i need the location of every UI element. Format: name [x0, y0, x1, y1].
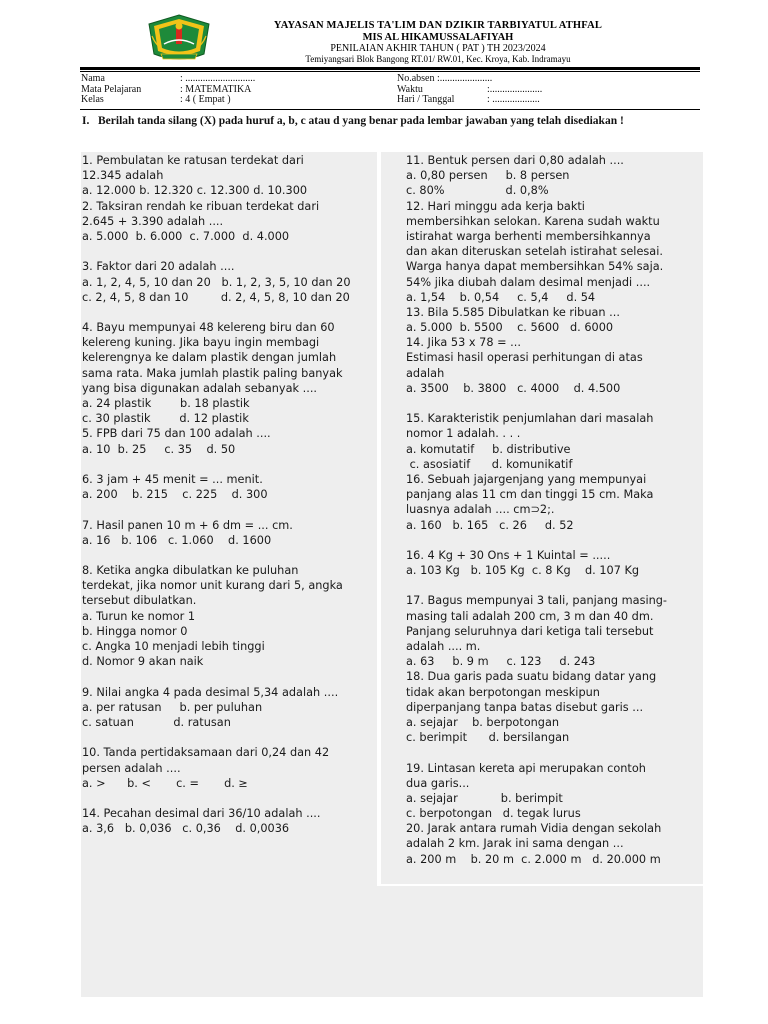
- question-line: a. 63 b. 9 m c. 123 d. 243: [406, 655, 596, 669]
- question-line: membersihkan selokan. Karena sudah waktu: [406, 214, 660, 228]
- hari-label: Hari / Tanggal: [397, 94, 455, 105]
- question-line: diperpanjang tanpa batas disebut garis ...: [406, 700, 644, 714]
- column-separator: [377, 152, 381, 884]
- waktu-field[interactable]: :.....................: [487, 83, 543, 95]
- question-line: 14. Jika 53 x 78 = ...: [406, 336, 521, 350]
- question-line: 13. Bila 5.585 Dibulatkan ke ribuan ...: [406, 305, 620, 319]
- question-line: c. 80% d. 0,8%: [406, 184, 549, 198]
- question-line: 17. Bagus mempunyai 3 tali, panjang masing-: [406, 594, 668, 608]
- foundation-name: YAYASAN MAJELIS TA'LIM DAN DZIKIR TARBIYATUL ATHFAL: [273, 20, 603, 31]
- question-line: a. 5.000 b. 6.000 c. 7.000 d. 4.000: [82, 229, 290, 243]
- question-line: a. 12.000 b. 12.320 c. 12.300 d. 10.300: [82, 184, 308, 198]
- question-line: 7. Hasil panen 10 m + 6 dm = ... cm.: [82, 518, 293, 532]
- question-line: a. 3500 b. 3800 c. 4000 d. 4.500: [406, 381, 621, 395]
- nama-label: Nama: [81, 73, 105, 84]
- blank-line: [82, 502, 376, 517]
- question-line: a. 24 plastik b. 18 plastik: [82, 397, 250, 410]
- question-line: 12. Hari minggu ada kerja bakti: [406, 199, 585, 213]
- questions-left-column: [82, 153, 376, 836]
- question-line: a. 160 b. 165 c. 26 d. 52: [406, 518, 574, 532]
- question-line: a. sejajar b. berimpit: [406, 791, 563, 805]
- question-line: 8. Ketika angka dibulatkan ke puluhan: [82, 564, 299, 578]
- question-line: a. > b. < c. = d. ≥: [82, 776, 248, 790]
- question-line: a. 0,80 persen b. 8 persen: [406, 169, 570, 183]
- question-line: masing tali adalah 200 cm, 3 m dan 40 dm.: [406, 609, 654, 623]
- question-line: a. sejajar b. berpotongan: [406, 715, 560, 729]
- question-line: adalah .... m.: [406, 640, 481, 653]
- school-address: Temiyangsari Blok Bangong RT.01/ RW.01, Kec. Kroya, Kab. Indramayu: [305, 54, 571, 64]
- question-line: terdekat, jika nomor unit kurang dari 5, angka: [82, 579, 343, 593]
- question-line: c. satuan d. ratusan: [82, 715, 231, 729]
- question-line: 2. Taksiran rendah ke ribuan terdekat dari: [82, 199, 320, 213]
- question-line: 16. 4 Kg + 30 Ons + 1 Kuintal = .....: [406, 548, 611, 562]
- question-line: 20. Jarak antara rumah Vidia dengan sekolah: [406, 822, 662, 836]
- question-line: 54% jika diubah dalam desimal menjadi ....: [406, 275, 651, 289]
- question-line: a. 1, 2, 4, 5, 10 dan 20 b. 1, 2, 3, 5, 10 dan 20: [82, 275, 351, 289]
- question-line: c. 30 plastik d. 12 plastik: [82, 412, 249, 426]
- question-line: adalah: [406, 366, 445, 380]
- question-line: c. berimpit d. bersilangan: [406, 731, 570, 745]
- mapel-value: : MATEMATIKA: [180, 83, 252, 95]
- blank-line: [406, 533, 702, 548]
- kelas-value: : 4 ( Empat ): [180, 94, 231, 105]
- question-line: kelereng kuning. Jika bayu ingin membagi: [82, 336, 320, 350]
- question-line: Panjang seluruhnya dari ketiga tali tersebut: [406, 624, 654, 638]
- question-line: a. komutatif b. distributive: [406, 442, 571, 456]
- header-divider-thick: [80, 67, 700, 70]
- question-line: nomor 1 adalah. . . .: [406, 427, 521, 441]
- question-line: a. 16 b. 106 c. 1.060 d. 1600: [82, 533, 272, 547]
- question-line: a. 3,6 b. 0,036 c. 0,36 d. 0,0036: [82, 822, 290, 836]
- question-line: 2.645 + 3.390 adalah ....: [82, 214, 224, 228]
- question-line: Warga hanya dapat membersihkan 54% saja.: [406, 260, 664, 274]
- question-line: persen adalah ....: [82, 761, 181, 775]
- blank-line: [406, 745, 702, 760]
- question-line: a. 200 b. 215 c. 225 d. 300: [82, 488, 268, 502]
- blank-line: [82, 669, 376, 684]
- blank-line: [82, 548, 376, 563]
- question-line: a. 1,54 b. 0,54 c. 5,4 d. 54: [406, 290, 596, 304]
- question-line: 6. 3 jam + 45 menit = ... menit.: [82, 472, 263, 486]
- column-end-line: [377, 884, 703, 886]
- question-line: 15. Karakteristik penjumlahan dari masalah: [406, 412, 654, 426]
- identity-divider: [80, 109, 700, 110]
- exam-title: PENILAIAN AKHIR TAHUN ( PAT ) TH 2023/2024: [330, 43, 546, 54]
- blank-line: [82, 457, 376, 472]
- question-line: d. Nomor 9 akan naik: [82, 655, 204, 669]
- question-line: 11. Bentuk persen dari 0,80 adalah ....: [406, 154, 624, 167]
- blank-line: [82, 730, 376, 745]
- blank-line: [82, 244, 376, 259]
- blank-line: [82, 305, 376, 320]
- hari-field[interactable]: : ...................: [487, 94, 540, 105]
- school-logo: [146, 14, 212, 64]
- noabsen-field[interactable]: No.absen :.....................: [397, 73, 493, 84]
- instruction: [82, 115, 702, 128]
- question-line: Estimasi hasil operasi perhitungan di atas: [406, 351, 643, 365]
- question-line: 9. Nilai angka 4 pada desimal 5,34 adalah ....: [82, 685, 339, 699]
- mapel-label: Mata Pelajaran: [81, 83, 142, 95]
- question-line: 4. Bayu mempunyai 48 kelereng biru dan 60: [82, 321, 335, 335]
- instruction-number: I.: [82, 115, 90, 127]
- blank-line: [82, 791, 376, 806]
- question-line: c. berpotongan d. tegak lurus: [406, 807, 581, 821]
- question-line: 12.345 adalah: [82, 169, 164, 183]
- question-line: panjang alas 11 cm dan tinggi 15 cm. Maka: [406, 488, 654, 502]
- question-line: c. asosiatif d. komunikatif: [406, 457, 573, 471]
- questions-right-column: [406, 153, 702, 867]
- question-line: 5. FPB dari 75 dan 100 adalah ....: [82, 427, 271, 441]
- question-line: adalah 2 km. Jarak ini sama dengan ...: [406, 837, 624, 851]
- question-line: kelerengnya ke dalam plastik dengan jumlah: [82, 351, 337, 365]
- question-line: sama rata. Maka jumlah plastik paling banyak: [82, 366, 343, 380]
- question-line: 10. Tanda pertidaksamaan dari 0,24 dan 42: [82, 746, 330, 760]
- nama-field[interactable]: : ............................: [180, 73, 256, 84]
- question-line: a. 200 m b. 20 m c. 2.000 m d. 20.000 m: [406, 852, 661, 866]
- question-line: tidak akan berpotongan meskipun: [406, 685, 600, 699]
- question-line: 14. Pecahan desimal dari 36/10 adalah ....: [82, 807, 321, 821]
- question-line: dua garis...: [406, 776, 470, 790]
- question-line: dan akan diteruskan setelah istirahat selesai.: [406, 245, 663, 259]
- question-line: 16. Sebuah jajargenjang yang mempunyai: [406, 472, 647, 486]
- kelas-label: Kelas: [81, 94, 104, 105]
- question-line: 1. Pembulatan ke ratusan terdekat dari: [82, 154, 304, 167]
- question-line: a. per ratusan b. per puluhan: [82, 700, 263, 714]
- question-line: a. 103 Kg b. 105 Kg c. 8 Kg d. 107 Kg: [406, 564, 640, 578]
- question-line: 3. Faktor dari 20 adalah ....: [82, 260, 235, 274]
- question-line: a. 5.000 b. 5500 c. 5600 d. 6000: [406, 321, 614, 335]
- question-line: 18. Dua garis pada suatu bidang datar yang: [406, 670, 657, 684]
- question-line: tersebut dibulatkan.: [82, 594, 197, 608]
- waktu-label: Waktu: [397, 83, 423, 95]
- blank-line: [406, 578, 702, 593]
- header-divider-thin: [80, 71, 700, 72]
- question-line: istirahat warga berhenti membersihkannya: [406, 229, 651, 243]
- question-line: a. 10 b. 25 c. 35 d. 50: [82, 442, 236, 456]
- question-line: a. Turun ke nomor 1: [82, 609, 196, 623]
- question-line: c. 2, 4, 5, 8 dan 10 d. 2, 4, 5, 8, 10 dan 20: [82, 290, 350, 304]
- student-identity: [81, 74, 701, 106]
- question-line: luasnya adalah .... cm⊃2;.: [406, 503, 555, 517]
- question-line: b. Hingga nomor 0: [82, 624, 188, 638]
- letterhead: [240, 20, 636, 64]
- question-line: 19. Lintasan kereta api merupakan contoh: [406, 761, 646, 775]
- question-line: yang bisa digunakan adalah sebanyak ....: [82, 381, 318, 395]
- blank-line: [406, 396, 702, 411]
- question-line: c. Angka 10 menjadi lebih tinggi: [82, 640, 265, 653]
- instruction-text: Berilah tanda silang (X) pada huruf a, b, c atau d yang benar pada lembar jawaban yang telah disediakan !: [98, 115, 624, 127]
- school-name: MIS AL HIKAMUSSALAFIYAH: [362, 32, 514, 43]
